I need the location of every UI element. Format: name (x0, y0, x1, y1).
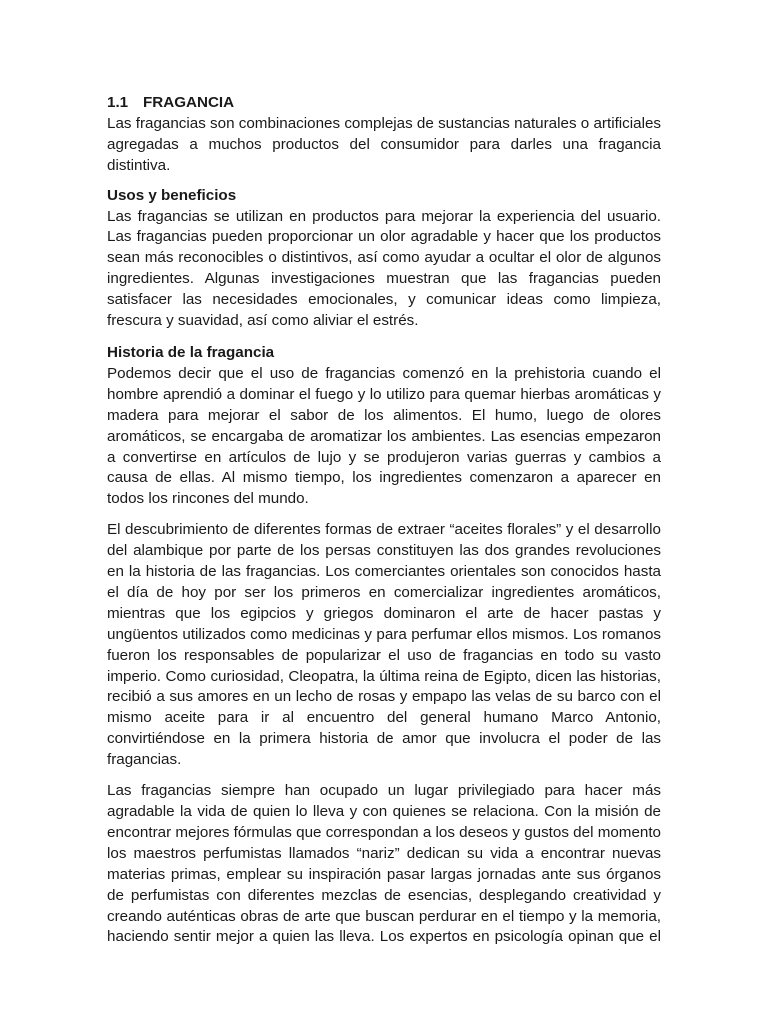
section-number: 1.1 (107, 94, 129, 111)
section-title: FRAGANCIA (143, 94, 235, 111)
usos-heading: Usos y beneficios (107, 186, 237, 204)
section-heading (107, 93, 661, 114)
intro-paragraph: Las fragancias son combinaciones complejas de sustancias naturales o artificiales agregadas a muchos productos del consumidor para darles una fragancia distintiva. (107, 114, 661, 174)
historia-heading: Historia de la fragancia (107, 343, 275, 361)
usos-paragraph: Las fragancias se utilizan en productos para mejorar la experiencia del usuario. Las fragancias pueden proporcionar un olor agradable y hacer que los productos sean más reconocibles o distintivos, así como ayudar a ocultar el olor de algunos ingredientes. Algunas investigaciones muestran que las fragancias pueden satisfacer las necesidades emocionales, y comunicar ideas como limpieza, frescura y suavidad, así como aliviar el estrés. (107, 207, 661, 330)
historia-paragraph-2: El descubrimiento de diferentes formas de extraer “aceites florales” y el desarrollo del alambique por parte de los persas constituyen las dos grandes revoluciones en la historia de las fragancias. Los comerciantes orientales son conocidos hasta el día de hoy por ser los primeros en comercializar ingredientes aromáticos, mientras que los egipcios y griegos dominaron el arte de hacer pastas y ungüentos utilizados como medicinas y para perfumar ellos mismos. Los romanos fueron los responsables de popularizar el uso de fragancias en todo su vasto imperio. Como curiosidad, Cleopatra, la última reina de Egipto, dicen las historias, recibió a sus amores en un lecho de rosas y empapo las velas de su barco con el mismo aceite para ir al encuentro del general humano Marco Antonio, convirtiéndose en la primera historia de amor que involucra el poder de las fragancias. (107, 521, 661, 769)
document-body (107, 93, 661, 948)
historia-paragraph-1: Podemos decir que el uso de fragancias comenzó en la prehistoria cuando el hombre aprendió a dominar el fuego y lo utilizo para quemar hierbas aromáticas y madera para mejorar el sabor de los alimentos. El humo, luego de olores aromáticos, se encargaba de aromatizar los ambientes. Las esencias empezaron a convertirse en artículos de lujo y se produjeron varias guerras y cambios a causa de ellas. Al mismo tiempo, los ingredientes comenzaron a aparecer en todos los rincones del mundo. (107, 364, 661, 508)
historia-paragraph-3: Las fragancias siempre han ocupado un lugar privilegiado para hacer más agradable la vida de quien lo lleva y con quienes se relaciona. Con la misión de encontrar mejores fórmulas que correspondan a los deseos y gustos del momento los maestros perfumistas llamados “nariz” dedican su vida a encontrar nuevas materias primas, emplear su inspiración pasar largas jornadas ante sus órganos de perfumistas con diferentes mezclas de esencias, desplegando creatividad y creando auténticas obras de arte que buscan perdurar en el tiempo y la memoria, haciendo sentir mejor a quien las lleva. Los expertos en psicología opinan que el (107, 782, 661, 946)
